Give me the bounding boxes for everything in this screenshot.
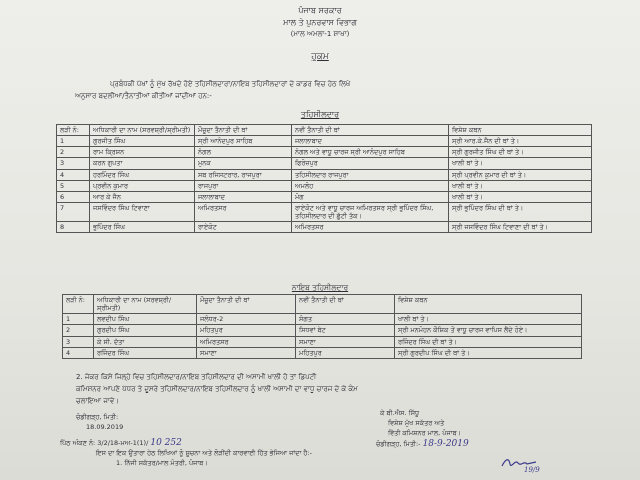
cell-remarks: ਸ੍ਰੀ ਭੁਪਿੰਦਰ ਸਿੰਘ ਦੀ ਥਾਂ ਤੇ।: [449, 202, 592, 221]
table-row: [57, 202, 592, 221]
col-header-new: ਨਵੀਂ ਤੈਨਾਤੀ ਦੀ ਥਾਂ: [292, 125, 449, 136]
cell-new: ਜਲਾਲਾਬਾਦ: [292, 136, 449, 147]
signatory-designation: ਵਿਸ਼ੇਸ਼ ਮੁੱਖ ਸਕੱਤਰ ਅਤੇ: [388, 419, 445, 427]
cell-current: ਜਲੰਧਰ-2: [197, 314, 296, 325]
signatory-name: ਕੇ ਬੀ.ਐਸ. ਸਿੱਧੂ: [380, 409, 420, 417]
cell-current: ਨੰਗਲ: [195, 147, 292, 158]
naib-section-title: ਨਾਇਬ ਤਹਿਸੀਲਦਾਰ: [291, 283, 349, 292]
col-header-current: ਮੌਜੂਦਾ ਤੈਨਾਤੀ ਦੀ ਥਾਂ: [195, 125, 292, 136]
cell-current: ਜਲਾਲਾਬਾਦ: [195, 191, 292, 202]
cell-serial: 3: [57, 158, 90, 169]
signatory-office: ਵਿੱਤੀ ਕਮਿਸ਼ਨਰ ਮਾਲ, ਪੰਜਾਬ।: [388, 429, 462, 437]
cell-name: ਭੁਪਿੰਦਰ ਸਿੰਘ: [90, 222, 195, 233]
order-title: ਹੁਕਮ: [311, 52, 329, 62]
cell-new: ਸੰਗਤ: [296, 314, 395, 325]
cell-remarks: ਸ੍ਰੀ ਪ੍ਰਵੀਨ ਕੁਮਾਰ ਦੀ ਥਾਂ ਤੇ।: [449, 169, 592, 180]
cell-name: ਜਸਵਿੰਦਰ ਸਿੰਘ ਟਿਵਾਣਾ: [90, 202, 195, 221]
cell-remarks: ਖਾਲੀ ਥਾਂ ਤੇ।: [449, 191, 592, 202]
cell-new: ਫਿਰੋਜ਼ਪੁਰ: [292, 158, 449, 169]
cell-current: ਰਾਏਕੋਟ: [195, 222, 292, 233]
cell-new: ਅਮਲੋਹ: [292, 180, 449, 191]
cell-name: ਆਰ ਕੇ ਜੈਨ: [90, 191, 195, 202]
col-header-serial: ਲੜੀ ਨੰ:: [57, 125, 90, 136]
header-line-1: ਪੰਜਾਬ ਸਰਕਾਰ: [298, 6, 342, 15]
table-row: [63, 325, 582, 336]
cell-serial: 2: [63, 325, 94, 336]
col-header-name: ਅਧਿਕਾਰੀ ਦਾ ਨਾਮ (ਸਰਵਸ਼੍ਰੀ/ਸ਼੍ਰੀਮਤੀ): [90, 125, 195, 136]
cell-serial: 7: [57, 202, 90, 221]
cell-current: ਮੁਨਕ: [195, 158, 292, 169]
signature-date: 19/9: [524, 466, 540, 474]
para2-line-1: 2. ਜੇਕਰ ਕਿਸੇ ਜਿਲ੍ਹੇ ਵਿਚ ਤਹਿਸੀਲਦਾਰ/ਨਾਇਬ ਤਹਿਸੀਲਦਾਰ ਦੀ ਅਸਾਮੀ ਖਾਲੀ ਹੋ ਤਾਂ ਡਿਪਟੀ: [76, 373, 317, 381]
cell-serial: 8: [57, 222, 90, 233]
cell-current: ਅਮਿਰਤਸਰ: [197, 336, 296, 347]
col-header-remarks: ਵਿਸ਼ੇਸ਼ ਕਥਨ: [395, 295, 582, 314]
para2-line-2: ਕਮਿਸ਼ਨਰ ਆਪਣੇ ਪੱਧਰ ਤੇ ਦੂਸਰੇ ਤਹਿਸੀਲਦਾਰ/ਨਾਇਬ ਤਹਿਸੀਲਦਾਰ ਨੂੰ ਖਾਲੀ ਅਸਾਮੀ ਦਾ ਵਾਧੂ ਚਾਰਜ ਦੇ ਕੇ ਕੰਮ: [76, 385, 358, 393]
table-header-row: [57, 125, 592, 136]
col-header-serial: ਲੜੀ ਨੰ:: [63, 295, 94, 314]
table-header-row: [63, 295, 582, 314]
cell-name: ਕਰਨ ਗੁਪਤਾ: [90, 158, 195, 169]
cell-name: ਰਜਿੰਦਰ ਸਿੰਘ: [94, 347, 197, 358]
endorsement-item-1: 1. ਨਿੱਜੀ ਸਕੱਤਰ/ਮਾਲ ਮੰਤਰੀ, ਪੰਜਾਬ।: [116, 459, 208, 467]
endorsement-copy-line: ਇਸ ਦਾ ਇਕ ਉਤਾਰਾ ਹੇਠ ਲਿਖਿਆਂ ਨੂੰ ਸੂਚਨਾ ਅਤੇ ਲੋੜੀਂਦੀ ਕਾਰਵਾਈ ਹਿੱਤ ਭੇਜਿਆ ਜਾਂਦਾ ਹੈ:-: [96, 449, 312, 457]
cell-serial: 1: [57, 136, 90, 147]
endorsement-place-label: ਚੰਡੀਗੜ੍ਹ, ਮਿਤੀ:-: [376, 440, 421, 448]
header-line-2: ਮਾਲ ਤੇ ਪੁਨਰਵਾਸ ਵਿਭਾਗ: [283, 18, 357, 27]
endorsement-place-date: [376, 439, 469, 449]
cell-remarks: ਰਜਿੰਦਰ ਸਿੰਘ ਦੀ ਥਾਂ ਤੇ।: [395, 336, 582, 347]
col-header-name: ਅਧਿਕਾਰੀ ਦਾ ਨਾਮ (ਸਰਵਸ਼੍ਰੀ/ਸ਼੍ਰੀਮਤੀ): [94, 295, 197, 314]
cell-remarks: ਸ੍ਰੀ ਮਨਮੋਹਨ ਕੌਸ਼ਿਕ ਤੋਂ ਵਾਧੂ ਚਾਰਜ ਵਾਪਿਸ ਲੈਂਦੇ ਹੋਏ।: [395, 325, 582, 336]
cell-name: ਕੇ ਸੀ. ਦੱਤਾ: [94, 336, 197, 347]
col-header-remarks: ਵਿਸ਼ੇਸ਼ ਕਥਨ: [449, 125, 592, 136]
cell-serial: 3: [63, 336, 94, 347]
table-row: [63, 347, 582, 358]
table-row: [57, 191, 592, 202]
para2-line-3: ਚਲਾਇਆ ਜਾਵੇ।: [76, 397, 120, 405]
cell-current: ਸਬ ਰਜਿਸਟਰਾਰ, ਰਾਜਪੁਰਾ: [195, 169, 292, 180]
cell-new: ਸਮਾਣਾ: [296, 336, 395, 347]
cell-serial: 4: [63, 347, 94, 358]
table-row: [57, 147, 592, 158]
cell-new: ਮੋਗ: [292, 191, 449, 202]
table-row: [57, 158, 592, 169]
cell-remarks: ਸ੍ਰੀ ਗੁਰਦੀਪ ਸਿੰਘ ਦੀ ਥਾਂ ਤੇ।: [395, 347, 582, 358]
table-row: [63, 314, 582, 325]
table-row: [57, 136, 592, 147]
cell-remarks: ਸ੍ਰੀ ਗੁਰਜੀਤ ਸਿੰਘ ਦੀ ਥਾਂ ਤੇ।: [449, 147, 592, 158]
cell-new: ਸਿਧਵਾਂ ਬੇਟ: [296, 325, 395, 336]
cell-new: ਮਹਿਤਪੁਰ: [296, 347, 395, 358]
cell-current: ਮਹਿਤਪੁਰ: [197, 325, 296, 336]
cell-current: ਸ੍ਰੀ ਆਨੰਦਪੁਰ ਸਾਹਿਬ: [195, 136, 292, 147]
cell-remarks: ਸ੍ਰੀ ਜਸਵਿੰਦਰ ਸਿੰਘ ਟਿਵਾਣਾ ਦੀ ਥਾਂ ਤੇ।: [449, 222, 592, 233]
cell-current: ਸਮਾਣਾ: [197, 347, 296, 358]
endorsement-ref: [60, 438, 182, 448]
cell-name: ਰਾਮ ਕ੍ਰਿਸ਼ਨ: [90, 147, 195, 158]
cell-remarks: ਸ੍ਰੀ ਆਰ.ਕੇ.ਜੈਨ ਦੀ ਥਾਂ ਤੇ।: [449, 136, 592, 147]
cell-serial: 4: [57, 169, 90, 180]
place-label: ਚੰਡੀਗੜ੍ਹ, ਮਿਤੀ:: [76, 413, 119, 421]
table-row: [63, 336, 582, 347]
tehsildar-section-title: ਤਹਿਸੀਲਦਾਰ: [300, 110, 340, 119]
table-row: [57, 169, 592, 180]
cell-current: ਰਾਜਪੁਰਾ: [195, 180, 292, 191]
table-row: [57, 180, 592, 191]
cell-remarks: ਖਾਲੀ ਥਾਂ ਤੇ।: [449, 158, 592, 169]
cell-name: ਗੁਰਜੀਤ ਸਿੰਘ: [90, 136, 195, 147]
cell-new: ਨੰਗਲ ਅਤੇ ਵਾਧੂ ਚਾਰਜ ਸ੍ਰੀ ਆਨੰਦਪੁਰ ਸਾਹਿਬ: [292, 147, 449, 158]
cell-name: ਪ੍ਰਵੀਨ ਕੁਮਾਰ: [90, 180, 195, 191]
cell-current: ਅਮਿਰਤਸਰ: [195, 202, 292, 221]
table-row: [57, 222, 592, 233]
cell-serial: 2: [57, 147, 90, 158]
cell-serial: 5: [57, 180, 90, 191]
col-header-new: ਨਵੀਂ ਤੈਨਾਤੀ ਦੀ ਥਾਂ: [296, 295, 395, 314]
cell-serial: 6: [57, 191, 90, 202]
cell-new: ਤਹਿਸੀਲਦਾਰ ਰਾਜਪੁਰਾ: [292, 169, 449, 180]
intro-line-2: ਅਨੁਸਾਰ ਬਦਲੀਆਂ/ਤੈਨਾਤੀਆਂ ਕੀਤੀਆਂ ਜਾਂਦੀਆਂ ਹਨ:-: [75, 92, 212, 100]
endorsement-hand-date: 18-9-2019: [422, 439, 469, 449]
cell-new: ਰਾਏਕੋਟ ਅਤੇ ਵਾਧੂ ਚਾਰਜ ਅਮਿਰਤਸਰ ਸ੍ਰੀ ਭੁਪਿੰਦਰ ਸਿੰਘ, ਤਹਿਸੀਲਦਾਰ ਦੀ ਛੁੱਟੀ ਤੱਕ।: [292, 202, 449, 221]
cell-remarks: ਖਾਲੀ ਥਾਂ ਤੇ।: [395, 314, 582, 325]
cell-serial: 1: [63, 314, 94, 325]
order-date: 18.09.2019: [86, 423, 124, 431]
cell-name: ਹਰਮਿੰਦਰ ਸਿੰਘ: [90, 169, 195, 180]
cell-new: ਅਮਿਰਤਸਰ: [292, 222, 449, 233]
endorsement-ref-number: 10 252: [150, 438, 182, 448]
cell-remarks: ਖਾਲੀ ਥਾਂ ਤੇ।: [449, 180, 592, 191]
cell-name: ਲਵਦੀਪ ਸਿੰਘ: [94, 314, 197, 325]
naib-tehsildar-table: [62, 294, 582, 359]
endorsement-ref-prefix: ਪਿੱਠ ਅੰਕਣ ਨੰ: 3/2/18-ਮਅ-1(1)/: [60, 439, 149, 447]
cell-name: ਗੁਰਦੀਪ ਸਿੰਘ: [94, 325, 197, 336]
header-line-3: (ਮਾਲ ਅਮਲਾ-1 ਸ਼ਾਖਾ): [290, 30, 350, 38]
col-header-current: ਮੌਜੂਦਾ ਤੈਨਾਤੀ ਦੀ ਥਾਂ: [197, 295, 296, 314]
intro-line-1: ਪ੍ਰਬੰਧਕੀ ਪੱਖਾਂ ਨੂੰ ਮੁੱਖ ਰੱਖਦੇ ਹੋਏ ਤਹਿਸੀਲਦਾਰਾਂ/ਨਾਇਬ ਤਹਿਸੀਲਦਾਰਾਂ ਦੇ ਕਾਡਰ ਵਿਚ ਹੇਠ ਲਿਖੇ: [110, 80, 351, 88]
tehsildar-table: [56, 124, 592, 233]
